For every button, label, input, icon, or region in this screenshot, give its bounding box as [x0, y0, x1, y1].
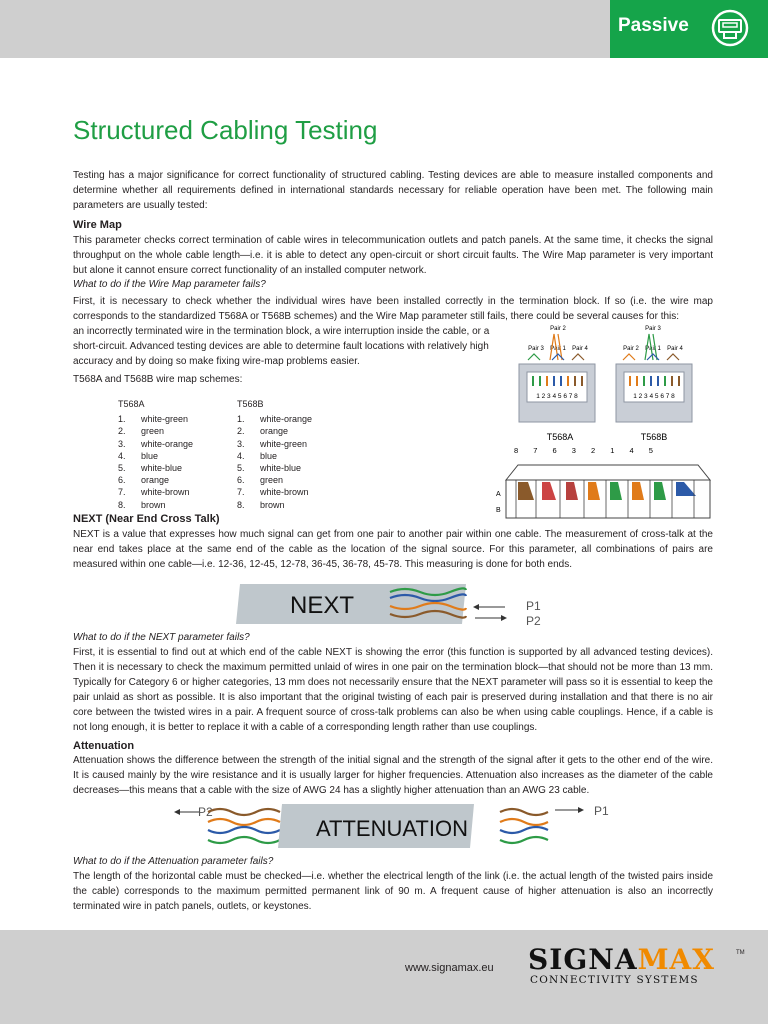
- attenuation-heading: Attenuation: [73, 740, 135, 752]
- attenuation-p2-label: P2: [198, 805, 213, 819]
- wire-map-paragraph: This parameter checks correct termination of cable wires in telecommunication outlets and patch panels. At the same time, it checks the signal throughput on the whole cable length—i.e. it is able to detect any open-circuit or short circuit faults. The Wire Map parameter is very important but alone it cannot ensure correct functionality of an installed computer network.: [73, 235, 713, 276]
- list-item: 3. white-green: [237, 438, 308, 449]
- list-item: 2. green: [118, 426, 165, 437]
- svg-text:8 7 6 3 2 1 4 5: 8 7 6 3 2 1 4 5: [514, 446, 653, 455]
- next-banner-label: NEXT: [290, 592, 355, 619]
- t568b-jack: [616, 326, 692, 442]
- svg-text:1 2 3 4 5 6 7 8: 1 2 3 4 5 6 7 8: [633, 393, 675, 400]
- svg-text:Pair 3: Pair 3: [528, 346, 544, 352]
- t568b-title: T568B: [237, 399, 264, 409]
- attenuation-banner-label: ATTENUATION: [316, 816, 468, 841]
- list-item: 4. blue: [118, 450, 159, 461]
- wire-map-heading: Wire Map: [73, 219, 122, 231]
- list-item: 7. white-brown: [118, 487, 190, 498]
- t568a-list: [118, 398, 193, 511]
- list-item: 1. white-green: [118, 414, 189, 425]
- svg-text:A: A: [496, 491, 501, 498]
- svg-text:Pair 2: Pair 2: [550, 326, 566, 332]
- trademark-mark: TM: [736, 950, 745, 956]
- svg-text:Pair 2: Pair 2: [623, 346, 639, 352]
- svg-text:Pair 1: Pair 1: [645, 346, 661, 352]
- termination-block: [496, 446, 710, 518]
- list-item: 6. green: [237, 475, 284, 486]
- t568a-jack: [519, 326, 595, 442]
- next-p1-label: P1: [526, 599, 541, 613]
- svg-text:Pair 1: Pair 1: [550, 346, 566, 352]
- wire-map-question: What to do if the Wire Map parameter fails?: [73, 279, 266, 290]
- svg-text:T568A: T568A: [546, 432, 574, 442]
- next-question: What to do if the NEXT parameter fails?: [73, 632, 250, 643]
- next-answer: First, it is essential to find out at which end of the cable NEXT is showing the error (this function is supported by all advanced testing devices). Then it is necessary to check the maximum permitted unlaid of wires in one pair on the termination block—that should not be more than 13 mm. Typically for Category 6 or higher categories, 13 mm does not necessarily ensure that the NEXT parameter will pass so it is essential to keep the pair unlaid as short as possible. It is also important that the original twisting of each pair is preserved during installation and that there is no air core between the twisted wires in a pair. A frequent source of cross-talk problems can also be when using cable couplings. Hence, if a cable is not long enough, it is better to replace it with a cable of a corresponding length rather than use couplings.: [73, 647, 713, 733]
- attenuation-diagram: [170, 800, 620, 852]
- category-badge: [610, 0, 768, 58]
- signamax-logo: SIGNAMAX CONNECTIVITY SYSTEMS: [528, 943, 716, 986]
- svg-text:Pair 4: Pair 4: [667, 346, 683, 352]
- next-paragraph: NEXT is a value that expresses how much signal can get from one pair to another pair within one cable. The measurement of cross-talk at the near end takes place at the same end of the cable as the location of the signal source. For this parameter, all combinations of pairs are measured within one cable—i.e. 12-36, 12-45, 12-78, 36-45, 36-78, 45-78. This measuring is done for both ends.: [73, 529, 713, 570]
- svg-text:B: B: [496, 507, 501, 514]
- attenuation-answer: The length of the horizontal cable must be checked—i.e. whether the electrical length of the link (i.e. the actual length of the twisted pairs inside the cable) corresponds to the maximum permitted permanent link of 90 m. A frequent cause of higher attenuation is also an incorrectly terminated wire in patch panels, outlets, or keystones.: [73, 871, 713, 912]
- list-item: 8. brown: [237, 499, 285, 510]
- list-item: 3. white-orange: [118, 438, 194, 449]
- list-item: 4. blue: [237, 450, 278, 461]
- list-item: 8. brown: [118, 499, 166, 510]
- list-item: 5. white-blue: [237, 463, 302, 474]
- wire-map-schemes-label: T568A and T568B wire map schemes:: [73, 374, 243, 385]
- list-item: 5. white-blue: [118, 463, 183, 474]
- wire-map-diagram: [488, 320, 718, 520]
- badge-label: Passive: [618, 15, 689, 36]
- wire-map-answer: First, it is necessary to check whether the individual wires have been installed correctly in the termination block. If so (i.e. the wire map corresponds to the standardized T568A or T568B schemes) and the Wire Map parameter still fails, there could be several causes for this:: [73, 296, 713, 322]
- svg-text:Pair 4: Pair 4: [572, 346, 588, 352]
- next-heading: NEXT (Near End Cross Talk): [73, 513, 220, 525]
- attenuation-question: What to do if the Attenuation parameter fails?: [73, 856, 274, 867]
- list-item: 6. orange: [118, 475, 170, 486]
- list-item: 7. white-brown: [237, 487, 309, 498]
- footer-url[interactable]: www.signamax.eu: [405, 962, 494, 974]
- attenuation-p1-label: P1: [594, 804, 609, 818]
- attenuation-paragraph: Attenuation shows the difference between the strength of the initial signal and the strength of the signal after it gets to the other end of the wire. It is caused mainly by the wire resistance and it is usually larger for higher frequencies. Attenuation also increases as the diameter of the cable decreases—this means that a cable with the size of AWG 24 has a slightly higher attenuation than an AWG 23 cable.: [73, 755, 713, 796]
- list-item: 2. orange: [237, 426, 289, 437]
- next-p2-label: P2: [526, 614, 541, 628]
- svg-text:1 2 3 4 5 6 7 8: 1 2 3 4 5 6 7 8: [536, 393, 578, 400]
- list-item: 1. white-orange: [237, 414, 313, 425]
- network-jack-icon: [710, 8, 750, 48]
- t568a-title: T568A: [118, 399, 145, 409]
- wire-map-answer-cont: an incorrectly terminated wire in the termination block, a wire interruption inside the cable, or a short-circuit. Advanced testing devices are able to determine fault locations with relatively high accuracy and by doing so make fixing wire-map problems easier.: [73, 326, 490, 367]
- next-diagram: [230, 578, 550, 630]
- page-title: Structured Cabling Testing: [73, 115, 378, 145]
- intro-paragraph: Testing has a major significance for correct functionality of structured cabling. Testing devices are able to measure installed components and determine whether all requirements defined in international standards necessary for reliable operation have been met. The following main parameters are usually tested:: [73, 170, 713, 211]
- svg-text:T568B: T568B: [640, 432, 668, 442]
- t568b-list: [237, 398, 312, 511]
- svg-text:Pair 3: Pair 3: [645, 326, 661, 332]
